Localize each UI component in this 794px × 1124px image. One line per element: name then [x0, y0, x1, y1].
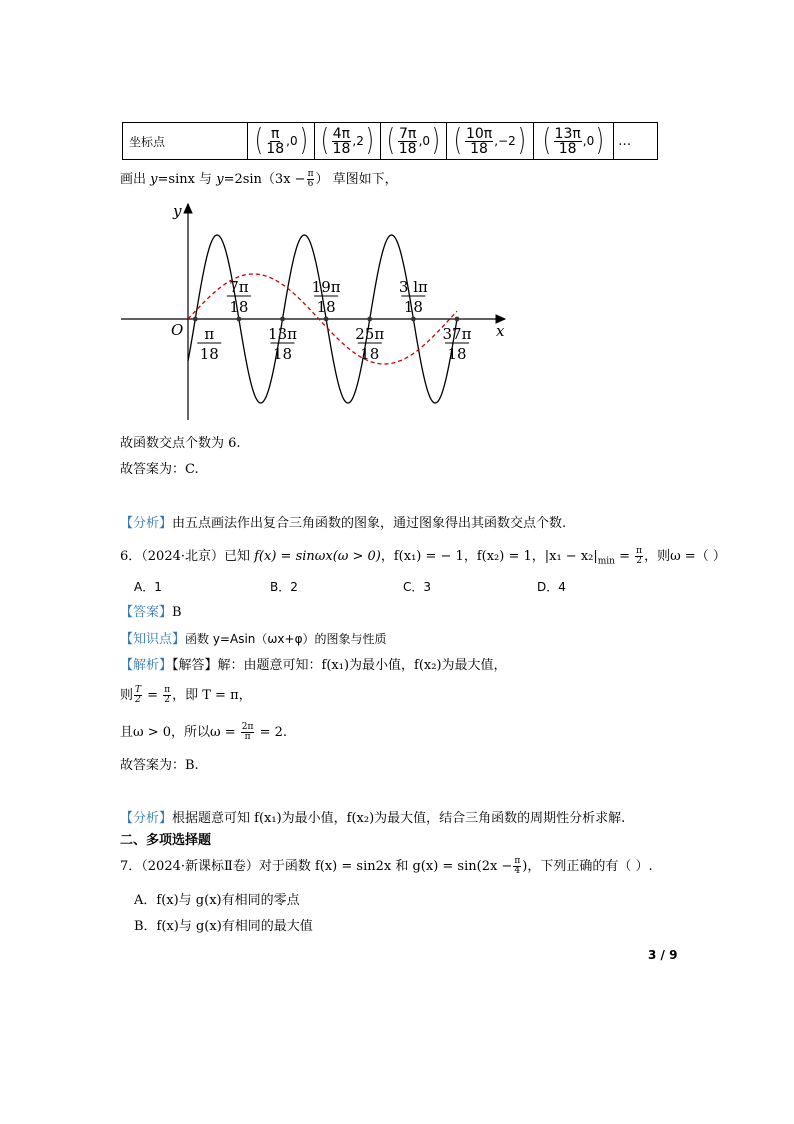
answer-c: 故答案为：C.: [120, 462, 199, 477]
table-cell-point: ( $\frac{7\pi}{18}$ , 0 ): [380, 123, 446, 160]
tick-label-numerator: 7π: [229, 278, 249, 296]
tick-label: [227, 278, 251, 316]
zero-point: [455, 317, 460, 322]
tick-label-numerator: 19π: [311, 278, 341, 296]
answer-line: 【答案】B: [120, 605, 182, 620]
analysis-6: 【分析】根据题意可知 f(x₁)为最小值，f(x₂)为最大值，结合三角函数的周期性分析求解.: [120, 811, 626, 826]
tick-label: [197, 325, 221, 363]
table-row: [123, 123, 658, 160]
question-6: 6．（2024·北京）已知 f(x) = sinωx(ω > 0)，f(x₁) = − 1，f(x₂) = 1，$|x_1 - x_2|_{min}$ = $\frac{\pi}{2}$ ，则ω =（ ）: [120, 546, 726, 567]
zero-point: [411, 317, 416, 322]
count-line: 故函数交点个数为 6.: [120, 436, 241, 451]
zero-point: [193, 317, 198, 322]
question-7: 7．（2024·新课标Ⅱ卷）对于函数 f(x) = sin2x 和 g(x) = sin(2x − $\frac{\pi}{4}$ )，下列正确的有（ ）.: [120, 856, 653, 876]
tick-label-numerator: 3 lπ: [398, 278, 428, 296]
zero-point: [236, 317, 241, 322]
table-cell-point: ( $\frac{10\pi}{18}$ , −2 ): [447, 123, 534, 160]
zero-point: [367, 317, 372, 322]
table-cell-point: ( $\frac{4\pi}{18}$ , 2 ): [314, 123, 380, 160]
zero-point: [324, 317, 329, 322]
page-number: 3 / 9: [648, 948, 678, 962]
tick-label-denominator: 18: [447, 345, 467, 363]
option-b: B．2: [270, 580, 298, 594]
section-title: 二、多项选择题: [120, 833, 212, 848]
tick-label: [312, 278, 341, 316]
q7-option-b: B．f(x)与 g(x)有相同的最大值: [134, 919, 313, 934]
answer-b: 故答案为：B.: [120, 758, 199, 773]
origin-label: O: [171, 321, 184, 339]
tick-label-denominator: 18: [272, 345, 293, 363]
draw-instruction: 画出 y=sinx 与 y=2sin（3x − $\frac{\pi}{6}$ ） 草图如下，: [120, 169, 398, 189]
option-c: C．3: [403, 580, 432, 594]
table-cell-point: ( $\frac{\pi}{18}$ , 0 ): [248, 123, 314, 160]
tick-label-numerator: 37π: [442, 325, 472, 343]
tick-label: [443, 325, 472, 363]
coordinate-table: [122, 122, 658, 160]
x-axis-label: x: [496, 322, 505, 340]
tick-label-denominator: 18: [229, 298, 249, 316]
tick-label: [268, 325, 297, 363]
tick-label-denominator: 18: [199, 345, 219, 363]
tick-label-numerator: π: [204, 325, 215, 343]
tick-label: [399, 278, 428, 316]
tick-label-numerator: 13π: [268, 325, 297, 343]
table-cell-point: ( $\frac{13\pi}{18}$ , 0 ): [533, 123, 614, 160]
tick-label-denominator: 18: [316, 298, 336, 316]
tick-label-denominator: 18: [403, 298, 423, 316]
y-axis-label: y: [173, 202, 182, 220]
omega-line: 且ω > 0，所以ω = $\frac{2\pi}{\pi}$ = 2.: [120, 722, 288, 742]
table-cell-ellipsis: …: [614, 123, 658, 160]
option-a: A．1: [134, 580, 162, 594]
knowledge-line: 【知识点】函数 y=Asin（ωx+φ）的图象与性质: [120, 632, 387, 647]
tick-label: [355, 325, 384, 363]
q7-option-a: A．f(x)与 g(x)有相同的零点: [134, 893, 300, 908]
function-graph: [115, 198, 515, 428]
option-d: D．4: [537, 580, 566, 594]
zero-point: [280, 317, 285, 322]
row-label: 坐标点: [123, 123, 248, 160]
solution-line: 【解析】【解答】解：由题意可知：f(x₁)为最小值，f(x₂)为最大值，: [120, 658, 507, 673]
analysis-5: 【分析】由五点画法作出复合三角函数的图象，通过图象得出其函数交点个数.: [120, 516, 567, 531]
tick-label-denominator: 18: [360, 345, 380, 363]
tick-label-numerator: 25π: [355, 325, 385, 343]
period-line: 则 $\frac{T}{2}$ = $\frac{\pi}{2}$ ，即 T = π，: [120, 685, 252, 705]
